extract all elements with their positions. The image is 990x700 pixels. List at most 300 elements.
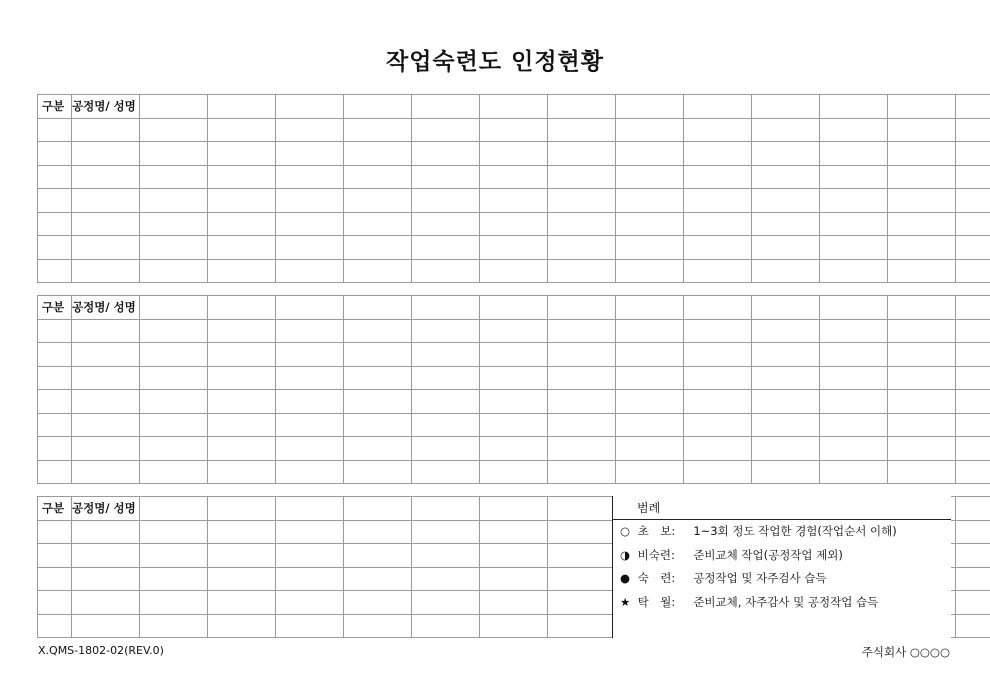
table-cell [344,520,412,544]
legend-item-skilled [613,567,951,591]
table-cell [616,296,684,320]
table-cell [38,212,72,236]
table-cell [344,437,412,461]
table-cell [276,413,344,437]
table-cell [956,189,990,213]
legend-box [612,496,951,638]
table-cell [140,212,208,236]
table-cell [276,118,344,142]
table-cell [208,319,276,343]
table-row [38,236,990,260]
table-cell [888,343,956,367]
table-cell [412,591,480,615]
table-cell [72,142,140,166]
table-cell [140,390,208,414]
table-cell [344,296,412,320]
table-cell [276,437,344,461]
table-cell [548,497,616,521]
table-cell [480,95,548,119]
table-cell [548,165,616,189]
table-cell [956,118,990,142]
table-cell [888,118,956,142]
table-cell [140,591,208,615]
table-cell [752,142,820,166]
table-cell [956,95,990,119]
star-icon: ★ [620,594,631,609]
table-cell [208,296,276,320]
table-cell [276,460,344,484]
table-cell [616,189,684,213]
table-cell [616,142,684,166]
table-cell [208,189,276,213]
skill-table-2 [37,295,990,484]
skill-table-1 [37,94,990,283]
table-cell [888,437,956,461]
table-cell [616,437,684,461]
table-cell [344,259,412,283]
table-cell [752,413,820,437]
table-cell [888,390,956,414]
table-cell [548,437,616,461]
table-cell [276,544,344,568]
table-cell [684,212,752,236]
table-row [38,319,990,343]
table-cell [684,437,752,461]
table-cell [616,95,684,119]
table-cell [72,413,140,437]
table-cell [276,236,344,260]
table-cell [684,95,752,119]
table-cell [72,437,140,461]
table-cell [344,544,412,568]
header-category: 구분 [38,95,72,119]
table-cell [276,614,344,638]
table-cell [752,259,820,283]
table-cell [140,165,208,189]
table-cell [208,118,276,142]
table-cell [140,236,208,260]
table-cell [412,497,480,521]
table-cell [412,520,480,544]
table-cell [480,165,548,189]
table-cell [276,142,344,166]
table-cell [548,544,616,568]
table-cell [820,95,888,119]
table-cell [72,165,140,189]
table-cell [140,614,208,638]
table-row [38,189,990,213]
table-row [38,212,990,236]
legend-desc: 준비교체 작업(공정작업 제외) [693,547,843,562]
table-cell [752,212,820,236]
table-cell [616,212,684,236]
table-cell [38,567,72,591]
table-cell [276,189,344,213]
table-row [38,165,990,189]
table-cell [38,544,72,568]
table-cell [684,343,752,367]
table-cell [480,212,548,236]
table-cell [208,614,276,638]
table-cell [276,591,344,615]
table-cell [140,118,208,142]
table-cell [752,165,820,189]
table-cell [276,95,344,119]
table-cell [72,212,140,236]
table-cell [956,591,990,615]
table-cell [344,236,412,260]
table-cell [888,366,956,390]
table-cell [684,390,752,414]
table-cell [412,95,480,119]
table-cell [276,497,344,521]
table-cell [276,259,344,283]
table-cell [616,259,684,283]
table-cell [548,189,616,213]
legend-item-unskilled [613,544,951,568]
table-cell [38,390,72,414]
table-cell [820,142,888,166]
table-cell [276,319,344,343]
table-cell [684,296,752,320]
table-cell [548,118,616,142]
table-cell [752,366,820,390]
table-cell [38,343,72,367]
table-cell [276,296,344,320]
table-cell [208,567,276,591]
table-cell [412,460,480,484]
table-cell [208,343,276,367]
table-cell [548,614,616,638]
table-cell [208,591,276,615]
table-cell [888,165,956,189]
table-cell [820,259,888,283]
table-cell [684,118,752,142]
table-cell [752,319,820,343]
table-cell [412,390,480,414]
table-cell [548,142,616,166]
table-cell [888,319,956,343]
table-cell [344,118,412,142]
table-cell [276,520,344,544]
page-title: 작업숙련도 인정현황 [386,49,604,75]
table-cell [344,343,412,367]
table-cell [276,212,344,236]
table-cell [344,366,412,390]
table-cell [956,544,990,568]
table-cell [140,343,208,367]
table-cell [72,520,140,544]
legend-label: 숙 련: [637,571,676,586]
table-cell [752,437,820,461]
table-cell [208,165,276,189]
table-cell [752,296,820,320]
table-cell [412,437,480,461]
table-cell [344,212,412,236]
table-cell [72,390,140,414]
table-cell [956,142,990,166]
table-cell [140,189,208,213]
table-cell [684,259,752,283]
table-cell [344,390,412,414]
legend-label: 비숙련: [637,547,675,562]
table-cell [208,437,276,461]
table-row [38,366,990,390]
table-cell [38,319,72,343]
table-cell [208,390,276,414]
legend-desc: 공정작업 및 자주검사 습득 [693,571,827,586]
table-cell [548,591,616,615]
table-cell [480,544,548,568]
table-cell [412,614,480,638]
table-cell [616,460,684,484]
table-cell [888,212,956,236]
table-cell [38,437,72,461]
table-cell [548,95,616,119]
table-cell [480,343,548,367]
table-cell [820,366,888,390]
table-cell [208,142,276,166]
table-cell [956,296,990,320]
table-cell [616,236,684,260]
table-cell [480,296,548,320]
table-row [38,118,990,142]
company-name: 주식회사 ○○○○ [861,645,950,659]
table-cell [548,319,616,343]
table-cell [72,366,140,390]
table-cell [956,259,990,283]
table-cell [276,567,344,591]
table-cell [480,259,548,283]
table-cell [820,319,888,343]
table-cell [140,319,208,343]
table-cell [276,366,344,390]
table-cell [344,460,412,484]
table-cell [548,343,616,367]
header-category: 구분 [38,497,72,521]
table-cell [72,236,140,260]
table-cell [684,189,752,213]
legend-label: 탁 월: [637,594,676,609]
table-cell [684,413,752,437]
table-cell [208,520,276,544]
table-cell [344,497,412,521]
table-cell [38,118,72,142]
table-cell [684,165,752,189]
table-cell [412,212,480,236]
table-cell [208,413,276,437]
table-cell [72,614,140,638]
table-cell [548,212,616,236]
table-cell [956,497,990,521]
table-cell [616,390,684,414]
table-header-row [38,95,990,119]
legend-label: 초 보: [637,524,676,538]
table-cell [616,413,684,437]
table-cell [684,460,752,484]
table-cell [820,413,888,437]
table-cell [412,544,480,568]
table-cell [480,460,548,484]
table-cell [480,189,548,213]
table-cell [38,259,72,283]
table-cell [820,212,888,236]
table-cell [752,343,820,367]
table-cell [38,460,72,484]
circle-half-icon: ◑ [620,547,631,562]
table-cell [140,366,208,390]
table-cell [72,319,140,343]
table-cell [548,296,616,320]
table-cell [72,189,140,213]
table-cell [276,390,344,414]
table-row [38,259,990,283]
table-cell [140,544,208,568]
header-process-name: 공정명/ 성명 [72,497,140,521]
table-cell [684,366,752,390]
table-cell [956,413,990,437]
table-cell [72,460,140,484]
table-cell [752,189,820,213]
table-cell [38,189,72,213]
table-cell [208,259,276,283]
table-cell [412,343,480,367]
table-cell [344,591,412,615]
table-cell [820,165,888,189]
table-cell [140,497,208,521]
table-cell [684,319,752,343]
table-cell [616,118,684,142]
table-cell [616,165,684,189]
table-cell [140,520,208,544]
table-cell [548,259,616,283]
table-cell [820,189,888,213]
table-cell [548,413,616,437]
table-cell [888,95,956,119]
table-cell [820,437,888,461]
table-cell [140,95,208,119]
table-cell [616,343,684,367]
table-cell [412,165,480,189]
table-cell [38,366,72,390]
table-cell [72,544,140,568]
legend-item-excellent [613,591,951,615]
table-cell [548,366,616,390]
table-cell [140,567,208,591]
table-row [38,390,990,414]
table-cell [480,236,548,260]
table-cell [208,95,276,119]
table-cell [480,319,548,343]
table-cell [820,118,888,142]
header-process-name: 공정명/ 성명 [72,95,140,119]
table-cell [412,296,480,320]
table-cell [412,189,480,213]
table-cell [208,460,276,484]
table-cell [72,118,140,142]
table-cell [820,390,888,414]
table-cell [752,390,820,414]
table-cell [412,319,480,343]
table-cell [820,236,888,260]
table-cell [276,343,344,367]
table-cell [480,390,548,414]
table-header-row [38,296,990,320]
table-cell [208,212,276,236]
table-cell [820,343,888,367]
table-cell [140,413,208,437]
table-cell [412,259,480,283]
table-cell [72,259,140,283]
table-row [38,343,990,367]
table-cell [956,390,990,414]
table-cell [38,413,72,437]
table-row [38,142,990,166]
table-cell [616,366,684,390]
table-cell [140,437,208,461]
table-cell [956,614,990,638]
table-cell [140,142,208,166]
table-cell [480,142,548,166]
table-cell [548,520,616,544]
table-cell [344,319,412,343]
table-cell [616,319,684,343]
table-cell [208,236,276,260]
table-cell [548,236,616,260]
table-cell [208,366,276,390]
table-cell [684,142,752,166]
table-cell [752,95,820,119]
table-cell [480,437,548,461]
table-cell [888,296,956,320]
table-cell [344,142,412,166]
table-cell [38,591,72,615]
legend-desc: 준비교체, 자주감사 및 공정작업 습득 [693,594,879,609]
table-cell [140,259,208,283]
table-cell [140,296,208,320]
table-cell [956,520,990,544]
table-cell [276,165,344,189]
table-cell [72,343,140,367]
table-row [38,437,990,461]
table-cell [956,437,990,461]
table-cell [38,142,72,166]
table-row [38,413,990,437]
table-cell [344,567,412,591]
table-cell [480,614,548,638]
circle-filled-icon: ● [620,571,631,586]
table-cell [888,189,956,213]
table-cell [888,259,956,283]
table-cell [344,165,412,189]
table-cell [344,95,412,119]
table-cell [412,567,480,591]
table-cell [412,236,480,260]
table-cell [684,236,752,260]
table-cell [548,567,616,591]
table-cell [38,165,72,189]
table-cell [480,591,548,615]
table-cell [344,189,412,213]
table-cell [956,236,990,260]
table-cell [38,614,72,638]
table-cell [480,366,548,390]
legend-desc: 1~3회 정도 작업한 경험(작업순서 이해) [693,524,897,538]
table-cell [548,460,616,484]
table-cell [956,366,990,390]
table-cell [208,544,276,568]
table-cell [412,413,480,437]
